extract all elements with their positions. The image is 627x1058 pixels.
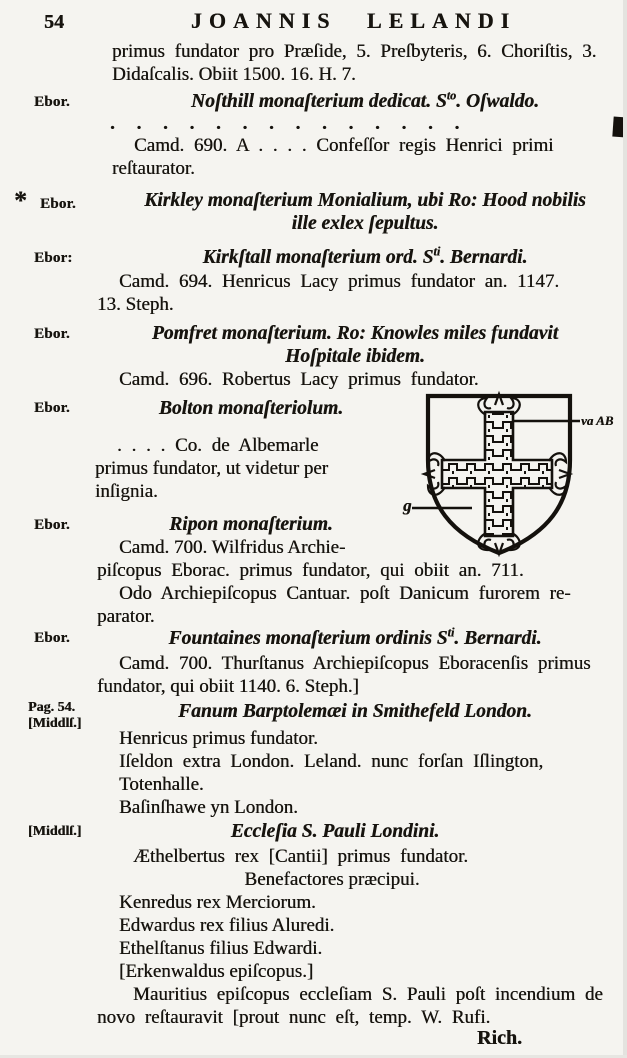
- text-line: Æthelbertus rex [Cantii] primus fundator.: [133, 846, 469, 867]
- text-line: Totenhalle.: [119, 774, 204, 795]
- heading-text: Noſthill monaſterium dedicat. S: [191, 91, 447, 112]
- section-heading-fountaines: [100, 627, 610, 650]
- stpauls-body: [97, 845, 622, 1029]
- text-line: reſtaurator.: [112, 158, 195, 179]
- margin-note-ebor-5: Ebor.: [34, 400, 70, 416]
- section-heading-smithfield: Fanum Barptolemæi in Smithefeld London.: [178, 701, 532, 722]
- heading-text: . Bernardi.: [440, 247, 528, 268]
- ellipsis-dots-row: . . . . . . . . . . . . . .: [110, 113, 461, 134]
- margin-note-middlesex-1: [Middlſ.]: [28, 716, 82, 731]
- smithfield-body: [97, 727, 622, 819]
- nosthill-body: [112, 134, 622, 180]
- bolton-body: [95, 434, 417, 503]
- margin-note-ebor-4: Ebor.: [34, 326, 70, 342]
- text-line: novo reſtauravit [prout nunc eſt, temp. W. Rufi.: [97, 1007, 491, 1028]
- text-line: Mauritius epiſcopus eccleſiam S. Pauli poſt incendium de: [133, 984, 603, 1005]
- heading-line: Hoſpitale ibidem.: [285, 346, 425, 367]
- section-heading-stpauls: Eccleſia S. Pauli Londini.: [230, 821, 440, 842]
- text-line: fundator, qui obiit 1140. 6. Steph.]: [97, 676, 359, 697]
- section-heading-nosthill: [112, 90, 618, 113]
- catchword: Rich.: [477, 1027, 522, 1049]
- fountaines-body: [97, 652, 622, 698]
- text-line: Camd. 700. Thurſtanus Archiepiſcopus Eboracenſis primus: [119, 653, 591, 674]
- page-title: JOANNIS LELANDI: [190, 8, 517, 33]
- text-line: primus fundator, ut videtur per: [95, 458, 328, 479]
- text-line: . . . . Co. de Albemarle: [117, 435, 319, 456]
- margin-note-ebor-6: Ebor.: [34, 517, 70, 533]
- section-heading-pomfret: [100, 322, 610, 368]
- text-line: Didaſcalis. Obiit 1500. 16. H. 7.: [112, 64, 356, 85]
- heading-line: ille exlex ſepultus.: [291, 213, 439, 234]
- text-line: Benefactores præcipui.: [244, 869, 420, 890]
- section-heading-kirkley: [112, 189, 618, 235]
- heading-line: Pomfret monaſterium. Ro: Knowles miles fundavit: [151, 323, 559, 344]
- text-line: piſcopus Eborac. primus fundator, qui obiit an. 711.: [97, 560, 524, 581]
- text-line: Iſeldon extra London. Leland. nunc forſan Iſlington,: [119, 751, 544, 772]
- text-line: [Erkenwaldus epiſcopus.]: [119, 961, 314, 982]
- heading-line: Kirkley monaſterium Monialium, ubi Ro: Hood nobilis: [144, 190, 586, 211]
- text-line: 13. Steph.: [97, 294, 174, 315]
- text-line: Camd. 694. Henricus Lacy primus fundator an. 1147.: [119, 271, 560, 292]
- text-line: Ethelſtanus filius Edwardi.: [119, 938, 323, 959]
- margin-note-pag54: Pag. 54.: [28, 700, 76, 715]
- section-heading-kirkstall: [112, 246, 618, 269]
- text-line: parator.: [97, 606, 155, 627]
- heading-text: Kirkſtall monaſterium ord. S: [202, 247, 434, 268]
- text-line: primus fundator pro Præſide, 5. Preſbyteris, 6. Choriſtis, 3.: [112, 41, 597, 62]
- text-line: Odo Archiepiſcopus Cantuar. poſt Danicum furorem re-: [119, 583, 571, 604]
- margin-note-ebor-1: Ebor.: [34, 94, 70, 110]
- text-line: Baſinſhawe yn London.: [119, 797, 298, 818]
- margin-note-ebor-2: Ebor.: [40, 196, 76, 212]
- section-heading-bolton: Bolton monaſteriolum.: [158, 398, 344, 419]
- heading-superscript: to: [446, 88, 457, 103]
- ripon-body: [97, 536, 622, 628]
- scan-edge-shadow-right: [623, 0, 627, 1058]
- text-line: inſignia.: [95, 481, 158, 502]
- heading-text: Fountaines monaſterium ordinis S: [168, 628, 448, 649]
- text-line: Camd. 690. A . . . . Confeſſor regis Henrici primi: [134, 135, 554, 156]
- asterisk-marker: *: [14, 186, 27, 215]
- heading-text: . Oſwaldo.: [456, 91, 539, 112]
- heading-text: . Bernardi.: [454, 628, 542, 649]
- text-line: Edwardus rex filius Aluredi.: [119, 915, 335, 936]
- text-line: Camd. 696. Robertus Lacy primus fundator.: [119, 369, 479, 390]
- text-line: Henricus primus fundator.: [119, 728, 318, 749]
- margin-note-ebor-3: Ebor:: [34, 250, 73, 266]
- intro-paragraph: [112, 40, 622, 86]
- heading-superscript: ti: [447, 625, 455, 640]
- shield-tincture-label-gules: g: [403, 496, 412, 515]
- text-line: Camd. 700. Wilfridus Archie-: [119, 537, 346, 558]
- margin-note-ebor-7: Ebor.: [34, 630, 70, 646]
- margin-note-middlesex-2: [Middlſ.]: [28, 824, 82, 839]
- heading-superscript: ti: [433, 244, 441, 259]
- kirkstall-body: [97, 270, 622, 316]
- page-number: 54: [44, 11, 64, 33]
- section-heading-ripon: Ripon monaſterium.: [169, 514, 333, 535]
- text-line: Kenredus rex Merciorum.: [119, 892, 316, 913]
- shield-tincture-label-vair: va AB: [581, 413, 614, 428]
